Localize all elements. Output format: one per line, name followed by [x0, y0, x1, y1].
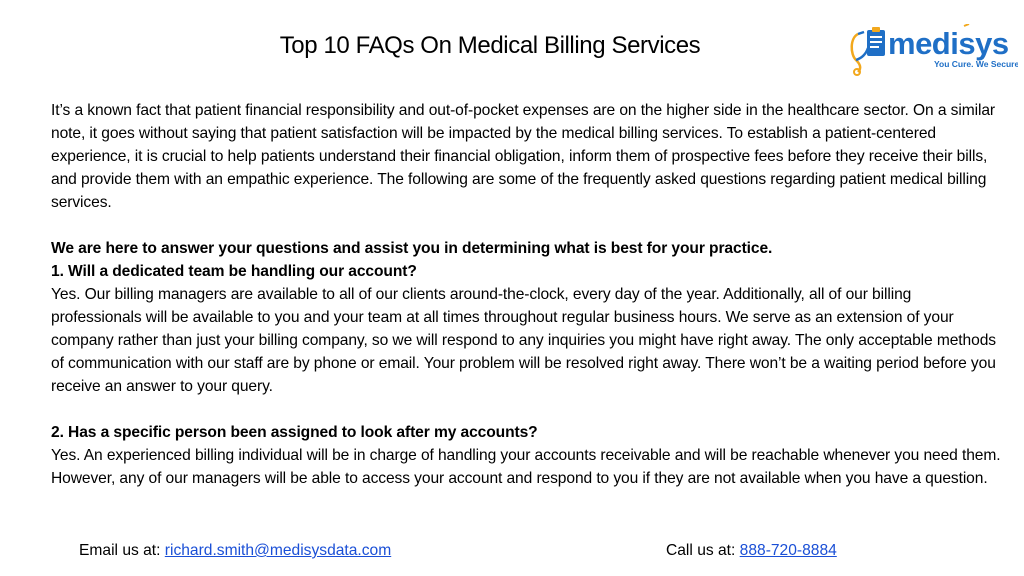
footer-email — [79, 539, 391, 562]
logo-wordmark: medisys — [888, 26, 1009, 61]
page-title: Top 10 FAQs On Medical Billing Services — [279, 32, 701, 59]
footer-phone — [666, 539, 837, 562]
faq-question-2: 2. Has a specific person been assigned to look after my accounts? — [51, 424, 538, 441]
intro-paragraph: It’s a known fact that patient financial responsibility and out-of-pocket expenses are on the higher side in the healthcare sector. On a similar note, it goes without saying that patient satisfaction will be impacted by the medical billing services. To establish a patient-centered experience, it is crucial to help patients understand their financial obligation, inform them of prospective fees before they receive their bills, and provide them with an empathic experience. The following are some of the frequently asked questions regarding patient medical billing services. — [51, 102, 996, 211]
phone-label: Call us at: — [666, 542, 740, 559]
lead-statement: We are here to answer your questions and assist you in determining what is best for your practice. — [51, 240, 773, 257]
email-link[interactable]: richard.smith@medisysdata.com — [164, 542, 392, 559]
stethoscope-clipboard-icon — [848, 24, 1018, 76]
medisys-logo — [848, 24, 1018, 76]
logo-tagline: You Cure. We Secure. — [934, 59, 1018, 69]
faq-content — [51, 99, 1001, 490]
email-label: Email us at: — [79, 542, 165, 559]
faq-answer-2: Yes. An experienced billing individual will be in charge of handling your accounts receivable and will be reachable whenever you need them. However, any of our managers will be able to access your account and respond to you if they are not available when you have a question. — [51, 447, 1001, 487]
faq-question-1: 1. Will a dedicated team be handling our account? — [51, 263, 417, 280]
faq-answer-1: Yes. Our billing managers are available to all of our clients around-the-clock, every day of the year. Additionally, all of our billing professionals will be available to you and your team at all times throughout regular business hours. We serve as an extension of your company rather than just your billing company, so we will respond to any inquiries you might have right away. The only acceptable methods of communication with our staff are by phone or email. Your problem will be resolved right away. There won’t be a waiting period before you receive an answer to your query. — [51, 286, 996, 395]
phone-link[interactable]: 888-720-8884 — [739, 542, 837, 559]
